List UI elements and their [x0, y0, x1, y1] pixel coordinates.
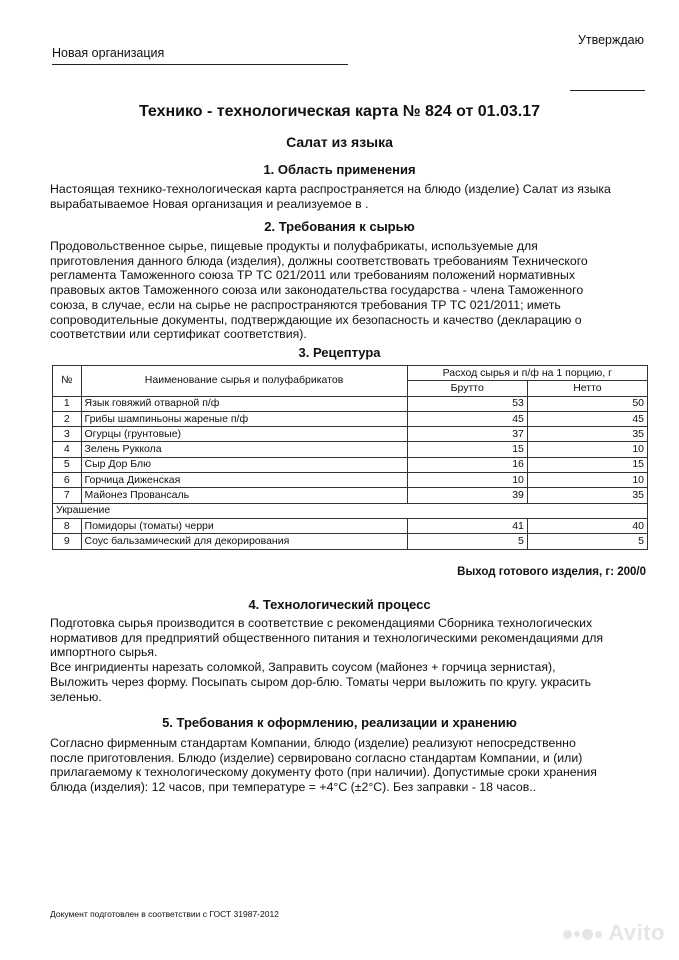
decoration-section-row [53, 503, 648, 518]
row-gross: 16 [407, 457, 527, 472]
avito-logo-icon [563, 920, 604, 946]
section-2-line: приготовления данного блюда (изделия), должны соответствовать требованиям Технического [50, 253, 588, 268]
section-2-text [50, 239, 650, 342]
section-5-line: после приготовления. Блюдо (изделие) сервировано согласно стандартам Компании, и (или) [50, 750, 583, 765]
row-gross: 53 [407, 396, 527, 411]
dish-name: Салат из языка [286, 134, 393, 150]
col-group-header: Расход сырья и п/ф на 1 порцию, г [407, 366, 647, 381]
signature-line [570, 90, 645, 91]
recipe-table [52, 365, 648, 550]
footer-note: Документ подготовлен в соответствии с ГОСТ 31987-2012 [50, 909, 279, 919]
row-net: 15 [527, 457, 647, 472]
row-gross: 15 [407, 442, 527, 457]
section-2-heading: 2. Требования к сырью [264, 219, 415, 234]
document-title: Технико - технологическая карта № 824 от 01.03.17 [138, 103, 541, 120]
table-row [53, 411, 648, 426]
col-num-header: № [53, 366, 82, 397]
section-3-heading: 3. Рецептура [298, 345, 381, 360]
row-name: Горчица Диженская [81, 473, 407, 488]
section-1-line: Настоящая технико-технологическая карта распространяется на блюдо (изделие) Салат из языка [50, 182, 611, 196]
row-name: Зелень Руккола [81, 442, 407, 457]
row-gross: 41 [407, 518, 527, 533]
row-name: Соус бальзамический для декорирования [81, 534, 407, 549]
section-4-line: зеленью. [50, 689, 102, 704]
organization-name: Новая организация [52, 46, 348, 65]
row-num: 9 [53, 534, 82, 549]
section-4-heading: 4. Технологический процесс [248, 597, 431, 612]
col-name-header: Наименование сырья и полуфабрикатов [81, 366, 407, 397]
table-row [53, 396, 648, 411]
row-name: Огурцы (грунтовые) [81, 427, 407, 442]
section-5-text [50, 736, 650, 795]
table-row [53, 457, 648, 472]
section-4-line: нормативов для предприятий общественного питания и технологическими рекомендациями для [50, 630, 604, 645]
section-4-text [50, 616, 650, 704]
row-net: 10 [527, 442, 647, 457]
table-row [53, 488, 648, 503]
section-4-line: импортного сырья. [50, 645, 158, 660]
col-net-header: Нетто [527, 381, 647, 396]
col-gross-header: Брутто [407, 381, 527, 396]
table-row [53, 518, 648, 533]
row-num: 6 [53, 473, 82, 488]
section-5-line: блюда (изделия): 12 часов, при температуре = +4°С (±2°С). Без заправки - 18 часов.. [50, 780, 537, 795]
row-net: 35 [527, 488, 647, 503]
row-num: 1 [53, 396, 82, 411]
section-5-line: прилагаемому к технологическому документу фото (при наличии). Допустимые сроки хранения [50, 765, 597, 780]
row-gross: 37 [407, 427, 527, 442]
row-num: 2 [53, 411, 82, 426]
row-gross: 10 [407, 473, 527, 488]
decoration-label: Украшение [53, 503, 648, 518]
section-1-heading: 1. Область применения [263, 162, 416, 177]
table-row [53, 442, 648, 457]
row-gross: 39 [407, 488, 527, 503]
row-name: Сыр Дор Блю [81, 457, 407, 472]
section-1-line: вырабатываемое Новая организация и реализуемое в . [50, 196, 369, 211]
approve-label: Утверждаю [577, 33, 644, 47]
row-num: 3 [53, 427, 82, 442]
section-5-heading: 5. Требования к оформлению, реализации и хранению [162, 715, 517, 730]
row-net: 5 [527, 534, 647, 549]
table-row [53, 534, 648, 549]
row-name: Язык говяжий отварной п/ф [81, 396, 407, 411]
avito-watermark [563, 920, 665, 946]
section-5-line: Согласно фирменным стандартам Компании, блюдо (изделие) реализуют непосредственно [50, 736, 576, 750]
section-2-line: соответствии или сертификат соответствия). [50, 327, 307, 342]
row-num: 8 [53, 518, 82, 533]
row-net: 45 [527, 411, 647, 426]
row-num: 7 [53, 488, 82, 503]
row-net: 40 [527, 518, 647, 533]
section-4-line: Выложить через форму. Посыпать сыром дор-блю. Томаты черри выложить по кругу. украсить [50, 674, 592, 689]
section-2-line: сопроводительные документы, подтверждающие их безопасность и качество (декларацию о [50, 312, 582, 327]
section-1-text [50, 182, 650, 211]
row-gross: 45 [407, 411, 527, 426]
row-gross: 5 [407, 534, 527, 549]
table-row [53, 427, 648, 442]
section-2-line: Продовольственное сырье, пищевые продукты и полуфабрикаты, используемые для [50, 239, 538, 253]
row-name: Майонез Провансаль [81, 488, 407, 503]
table-row [53, 473, 648, 488]
section-2-line: правовых актов Таможенного союза или законодательства государства - члена Таможенного [50, 283, 584, 298]
section-2-line: союза, в случае, если на сырье не распространяются требования ТР ТС 021/2011; иметь [50, 297, 561, 312]
row-net: 10 [527, 473, 647, 488]
row-net: 50 [527, 396, 647, 411]
section-4-line: Подготовка сырья производится в соответствие с рекомендациями Сборника технологических [50, 616, 593, 630]
row-num: 5 [53, 457, 82, 472]
section-2-line: регламента Таможенного союза ТР ТС 021/2011 или требованиям положений нормативных [50, 268, 575, 283]
watermark-text: Avito [608, 920, 665, 945]
row-num: 4 [53, 442, 82, 457]
yield-text: Выход готового изделия, г: 200/0 [457, 566, 646, 578]
row-name: Помидоры (томаты) черри [81, 518, 407, 533]
section-4-line: Все ингридиенты нарезать соломкой, Заправить соусом (майонез + горчица зернистая), [50, 660, 556, 675]
row-name: Грибы шампиньоны жареные п/ф [81, 411, 407, 426]
row-net: 35 [527, 427, 647, 442]
